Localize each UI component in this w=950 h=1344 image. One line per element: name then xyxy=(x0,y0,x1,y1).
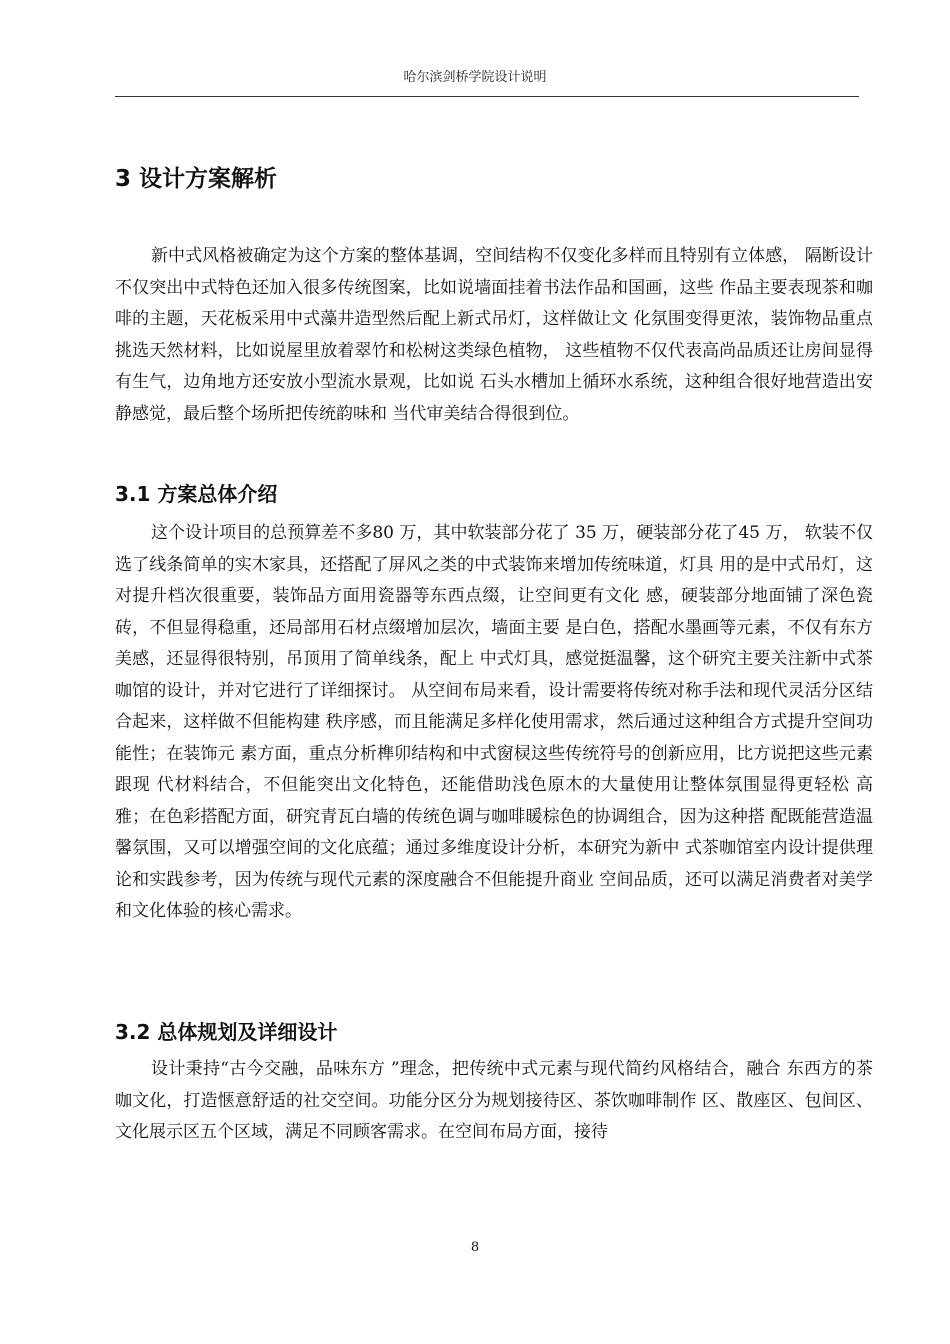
section-title-3-2: 3.2 总体规划及详细设计 xyxy=(115,1020,338,1044)
section-title-3-1: 3.1 方案总体介绍 xyxy=(115,482,278,506)
page-number: 8 xyxy=(470,1240,480,1255)
section-3-2-paragraph: 设计秉持“古今交融，品味东方 ”理念，把传统中式元素与现代简约风格结合，融合 东西方的茶咖文化，打造惬意舒适的社交空间。功能分区分为规划接待区、茶饮咖啡制作 区、散座区、包间区、文化展示区五个区域，满足不同顾客需求。在空间布局方面，接待 xyxy=(115,1059,873,1142)
chapter-intro-paragraph: 新中式风格被确定为这个方案的整体基调，空间结构不仅变化多样而且特别有立体感， 隔断设计不仅突出中式特色还加入很多传统图案，比如说墙面挂着书法作品和国画，这些 作品主要表现茶和咖啡的主题，天花板采用中式藻井造型然后配上新式吊灯，这样做让文 化氛围变得更浓，装饰物品重点挑选天然材料，比如说屋里放着翠竹和松树这类绿色植物， 这些植物不仅代表高尚品质还让房间显得有生气，边角地方还安放小型流水景观，比如说 石头水槽加上循环水系统，这种组合很好地营造出安静感觉，最后整个场所把传统韵味和 当代审美结合得很到位。 xyxy=(115,246,873,424)
chapter-title: 3 设计方案解析 xyxy=(115,166,278,192)
running-header: 哈尔滨剑桥学院设计说明 xyxy=(403,70,547,85)
section-3-1-paragraph: 这个设计项目的总预算差不多80 万，其中软装部分花了 35 万，硬装部分花了45 万， 软装不仅选了线条简单的实木家具，还搭配了屏风之类的中式装饰来增加传统味道，灯具 用的是中式吊灯，这对提升档次很重要，装饰品方面用瓷器等东西点缀，让空间更有文化 感，硬装部分地面铺了深色瓷砖，不但显得稳重，还局部用石材点缀增加层次，墙面主要 是白色，搭配水墨画等元素，不仅有东方美感，还显得很特别，吊顶用了简单线条，配上 中式灯具，感觉挺温馨，这个研究主要关注新中式茶咖馆的设计，并对它进行了详细探讨。 从空间布局来看，设计需要将传统对称手法和现代灵活分区结合起来，这样做不但能构建 秩序感，而且能满足多样化使用需求，然后通过这种组合方式提升空间功能性；在装饰元 素方面，重点分析榫卯结构和中式窗棂这些传统符号的创新应用，比方说把这些元素跟现 代材料结合，不但能突出文化特色，还能借助浅色原木的大量使用让整体氛围显得更轻松 高雅；在色彩搭配方面，研究青瓦白墙的传统色调与咖啡暖棕色的协调组合，因为这种搭 配既能营造温馨氛围，又可以增强空间的文化底蕴；通过多维度设计分析，本研究为新中 式茶咖馆室内设计提供理论和实践参考，因为传统与现代元素的深度融合不但能提升商业 空间品质，还可以满足消费者对美学和文化体验的核心需求。 xyxy=(115,523,873,921)
header-divider xyxy=(115,96,859,97)
